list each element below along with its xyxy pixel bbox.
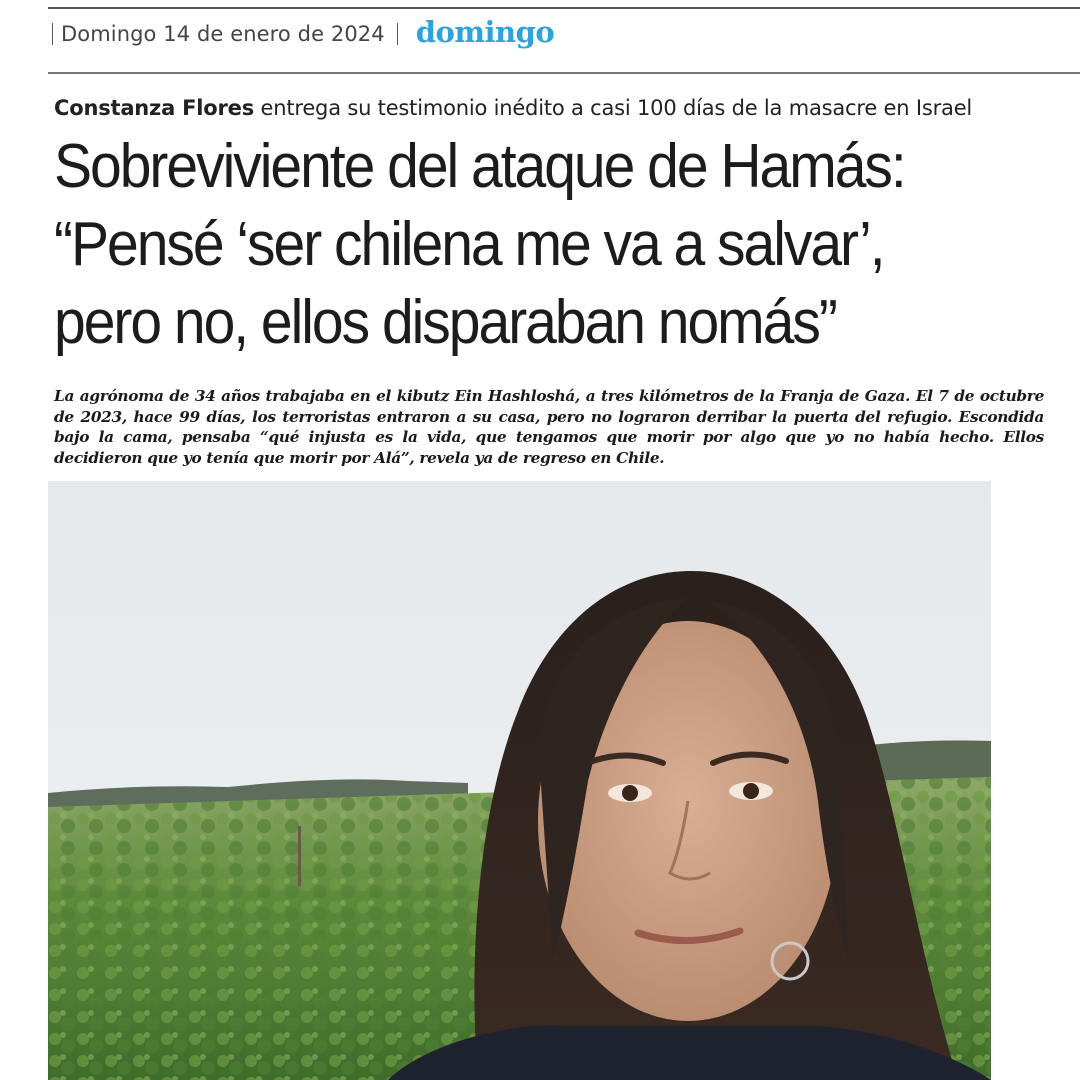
lede-paragraph: La agrónoma de 34 años trabajaba en el kibutz Ein Hashloshá, a tres kilómetros de la Franja de Gaza. El 7 de octubre de 2023, hace 99 días, los terroristas entraron a su casa, pero no lograron derribar la puerta del refugio. Escondida bajo la cama, pensaba “qué injusta es la vida, que tengamos que morir por algo que yo no había hecho. Ellos decidieron que yo tenía que morir por Alá”, revela ya de regreso en Chile.	[54, 387, 1044, 467]
section-name[interactable]: domingo	[415, 15, 555, 49]
headline-line: Sobreviviente del ataque de Hamás:	[54, 132, 905, 201]
kicker-name: Constanza Flores	[54, 96, 255, 120]
headline	[54, 128, 983, 362]
headline-line: pero no, ellos disparaban nomás”	[54, 288, 836, 357]
separator	[52, 23, 53, 45]
photo-illustration	[48, 481, 991, 1080]
top-rule	[48, 7, 1080, 9]
kicker	[54, 96, 972, 120]
headline-line: “Pensé ‘ser chilena me va a salvar’,	[54, 210, 884, 279]
article-photo	[48, 481, 991, 1080]
dateline: Domingo 14 de enero de 2024	[61, 22, 385, 46]
kicker-text: entrega su testimonio inédito a casi 100 días de la masacre en Israel	[254, 96, 973, 120]
iris-right	[743, 783, 759, 799]
separator	[397, 23, 398, 45]
page-header	[52, 14, 554, 54]
iris-left	[622, 785, 638, 801]
field-marker-pole	[298, 826, 301, 886]
header-rule	[48, 72, 1080, 74]
